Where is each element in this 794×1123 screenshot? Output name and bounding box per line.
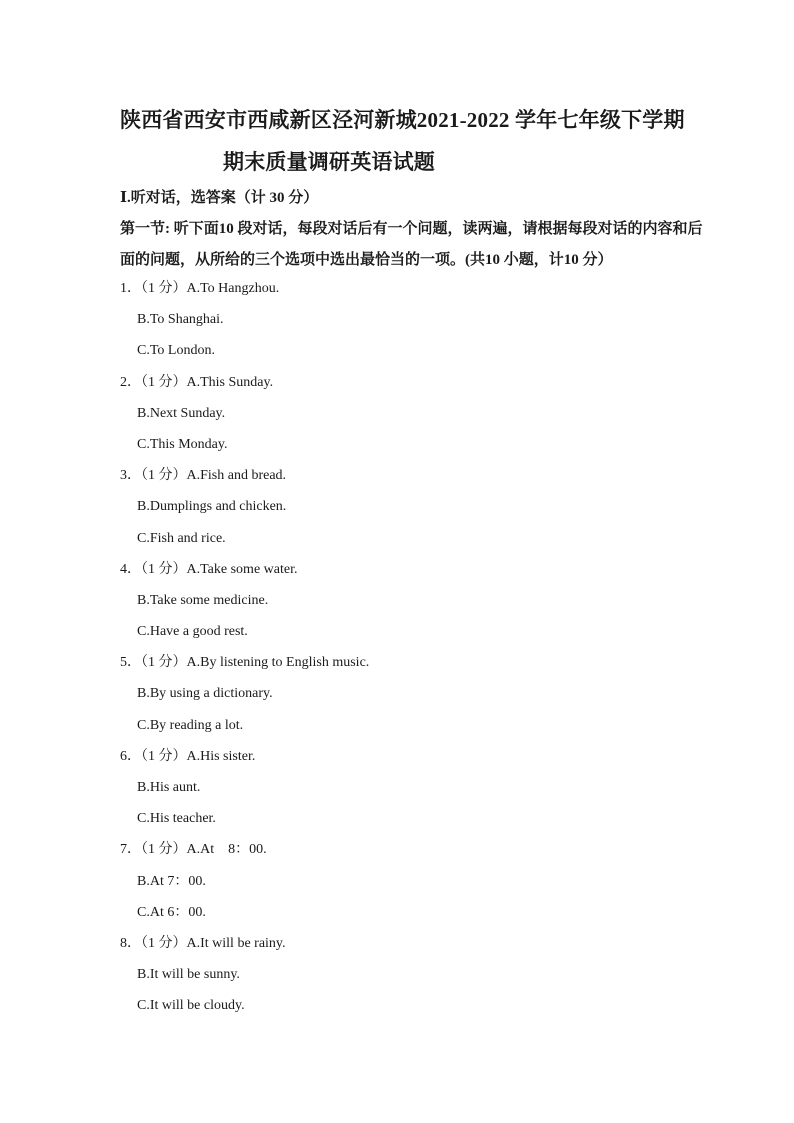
question-2-stem: 2．（1 分）A.This Sunday. [120,374,274,390]
question-8-option-b: B.It will be sunny. [137,967,240,983]
question-6-option-b: B.His aunt. [137,780,201,795]
instructions-line-2: 面的问题，从所给的三个选项中选出最恰当的一项。(共10 小题，计10 分） [120,252,613,268]
instructions-line-1: 第一节: 听下面10 段对话，每段对话后有一个问题，读两遍，请根据每段对话的内容和后 [120,221,703,237]
question-3-option-b: B.Dumplings and chicken. [137,499,287,515]
question-6-stem: 6．（1 分）A.His sister. [120,748,256,764]
question-4-stem: 4．（1 分）A.Take some water. [120,561,298,577]
page-title-line-2: 期末质量调研英语试题 [223,150,435,174]
question-1-stem: 1．（1 分）A.To Hangzhou. [120,281,280,296]
question-5-stem: 5．（1 分）A.By listening to English music. [120,655,370,671]
question-6-option-c: C.His teacher. [137,811,216,827]
question-4-option-b: B.Take some medicine. [137,592,269,608]
question-1-option-c: C.To London. [137,343,215,359]
question-list [120,280,720,1029]
question-7-option-b: B.At 7：00. [137,873,206,889]
question-1-option-b: B.To Shanghai. [137,312,224,328]
question-5-option-b: B.By using a dictionary. [137,686,273,702]
section-heading: Ⅰ.听对话，选答案（计 30 分） [120,190,319,206]
question-4-option-c: C.Have a good rest. [137,624,248,640]
question-2-option-c: C.This Monday. [137,436,228,452]
question-7-option-c: C.At 6：00. [137,904,206,920]
question-3-option-c: C.Fish and rice. [137,530,226,546]
question-2-option-b: B.Next Sunday. [137,405,226,421]
question-5-option-c: C.By reading a lot. [137,717,244,733]
question-8-stem: 8．（1 分）A.It will be rainy. [120,935,286,951]
page-title-line-1: 陕西省西安市西咸新区泾河新城2021-2022 学年七年级下学期 [120,108,685,132]
question-8-option-c: C.It will be cloudy. [137,998,245,1014]
question-3-stem: 3．（1 分）A.Fish and bread. [120,468,287,484]
question-7-stem: 7．（1 分）A.At 8：00. [120,842,267,858]
